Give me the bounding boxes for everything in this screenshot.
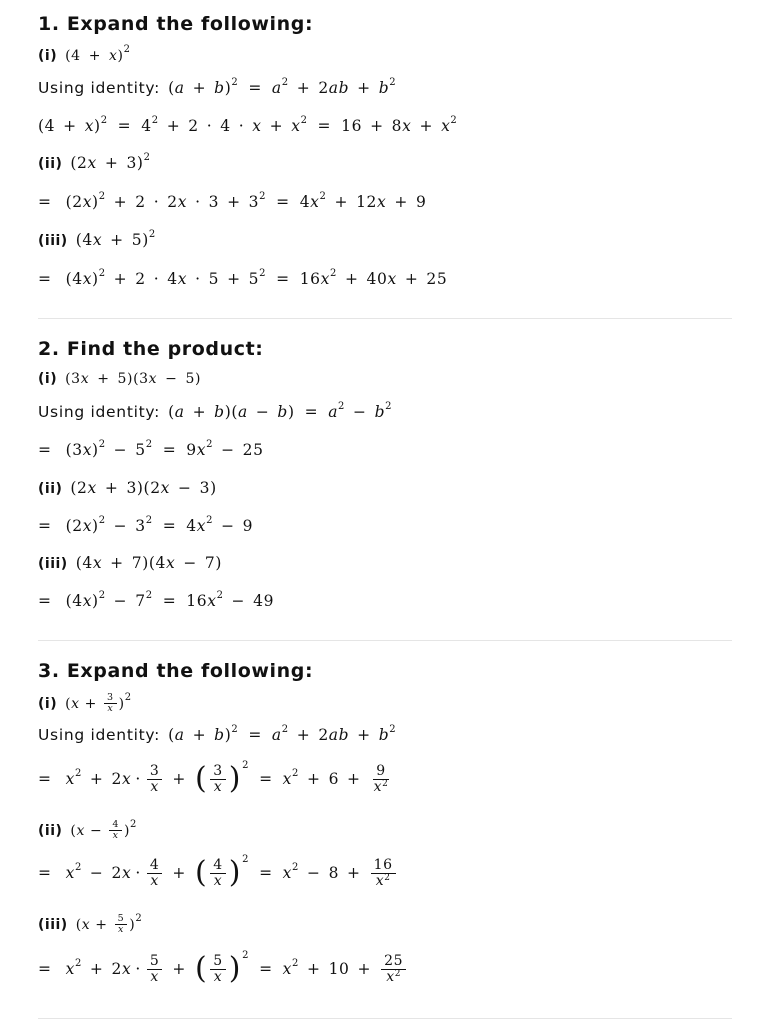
s2-identity: Using identity: ( a + b )( a − b ) = a $^2$ − b $^2$ [38,400,393,421]
s2-item-iii: (iii) (4 x + 7)(4 x − 7) [38,554,223,572]
s1-item-iii: (iii) (4 x + 5) $^2$ [38,228,156,249]
s3-identity: Using identity: ( a + b ) $^2$ = a $^2$ + 2 ab + b $^2$ [38,723,397,744]
s3-item-i-solution: = x $^2$ + 2 x · $\frac{3}{x}$ + ( $\frac{3}{x}$ ) $^2$ = x $^2$ + 6 + $\frac{9}{x^2}$ [38,759,389,796]
s1-identity [38,76,397,97]
s2-item-i-label: (i) [38,371,58,387]
s2-item-i: (i) (3 x + 5)(3 x − 5) [38,371,202,387]
s1-item-ii-solution: = (2 x ) $^2$ + 2 · 2 x · 3 + 3 $^2$ = 4 x $^2$ + 12 x + 9 [38,190,427,211]
s3-item-iii-solution: = x $^2$ + 2 x · $\frac{5}{x}$ + ( $\frac{5}{x}$ ) $^2$ = x $^2$ + 10 + $\frac{25}{x^2}$ [38,954,408,986]
s3-item-ii-solution: = x $^2$ − 2 x · $\frac{4}{x}$ + ( $\frac{4}{x}$ ) $^2$ = x $^2$ − 8 + $\frac{16}{x^2}$ [38,858,398,890]
section-1-title: 1. Expand the following: [38,13,314,35]
s1-item-i-label: (i) [38,48,58,64]
s2-item-iii-solution: = (4 x ) $^2$ − 7 $^2$ = 16 x $^2$ − 49 [38,589,275,610]
s3-item-ii-label: (ii) [38,822,63,839]
s1-identity-expr: ( a + b ) $^2$ = a $^2$ + 2 ab + b $^2$ [168,76,397,97]
s1-identity-label: Using identity: [38,79,161,97]
s1-item-iii-solution: = (4 x ) $^2$ + 2 · 4 x · 5 + 5 $^2$ = 16 x $^2$ + 40 x + 25 [38,267,448,288]
s1-item-ii-label: (ii) [38,155,63,172]
s3-item-iii-label: (iii) [38,916,68,933]
s1-item-i [38,44,131,64]
s1-item-iii-label: (iii) [38,232,68,249]
s3-item-iii: (iii) ( x + $\frac{5}{x}$ ) $^2$ [38,912,143,936]
divider-2 [38,640,732,641]
s3-item-i: (i) ( x + $\frac{3}{x}$ ) $^2$ [38,691,132,715]
s2-item-ii: (ii) (2 x + 3)(2 x − 3) [38,479,217,497]
s2-item-i-solution: = (3 x ) $^2$ − 5 $^2$ = 9 x $^2$ − 25 [38,438,264,459]
s2-item-ii-label: (ii) [38,480,63,497]
s1-item-ii: (ii) (2 x + 3) $^2$ [38,151,151,172]
s2-identity-label: Using identity: [38,403,161,421]
s3-item-i-label: (i) [38,695,58,712]
divider-3 [38,1018,732,1019]
section-3-title: 3. Expand the following: [38,660,314,682]
section-2-title: 2. Find the product: [38,338,264,360]
s1-item-i-solution: (4 + x ) $^2$ = 4 $^2$ + 2 · 4 · x + x $^2$ = 16 + 8 x + x $^2$ [38,114,458,135]
s2-item-iii-label: (iii) [38,555,68,572]
divider-1 [38,318,732,319]
s2-item-ii-solution: = (2 x ) $^2$ − 3 $^2$ = 4 x $^2$ − 9 [38,514,254,535]
s3-identity-label: Using identity: [38,726,161,744]
s3-item-ii: (ii) ( x − $\frac{4}{x}$ ) $^2$ [38,818,137,842]
s1-item-i-expr: (4 + x ) $^2$ [65,44,131,64]
